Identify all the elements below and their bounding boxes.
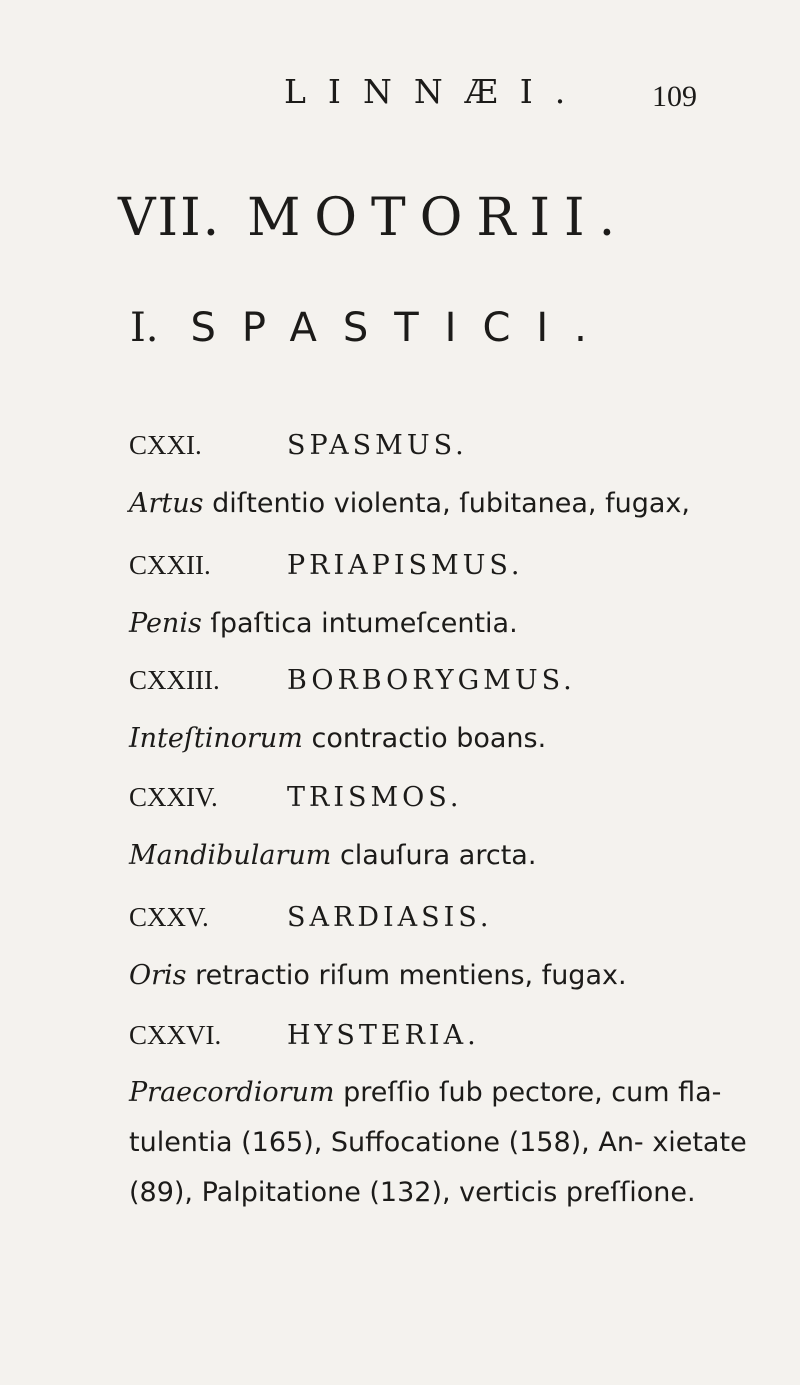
entry-number: CXXIII. — [129, 665, 220, 695]
entry-term: Penis — [129, 608, 202, 639]
entry-heading — [129, 430, 749, 470]
entry-term: Inteſtinorum — [129, 723, 303, 754]
entry-definition-text: ſpaſtica intumeſcentia. — [201, 608, 518, 639]
entry-term: Praecordiorum — [129, 1077, 335, 1108]
entry-definition — [129, 960, 749, 991]
entry-name: HYSTERIA. — [287, 1020, 480, 1051]
entry-number: CXXIV. — [129, 782, 218, 812]
section-name: MOTORII. — [247, 188, 630, 248]
entry-heading — [129, 782, 749, 822]
entry-name: PRIAPISMUS. — [287, 550, 524, 581]
entry-definition-text: clauſura arcta. — [331, 840, 537, 871]
entry-name: SPASMUS. — [287, 430, 468, 461]
entry-heading — [129, 1020, 749, 1060]
entry-number: CXXI. — [129, 430, 202, 460]
subsection-name: SPASTICI. — [190, 305, 613, 351]
entry-trismos — [129, 782, 749, 871]
entry-heading — [129, 550, 749, 590]
entry-number: CXXVI. — [129, 1020, 222, 1050]
page-number: 109 — [652, 80, 697, 113]
entry-number: CXXII. — [129, 550, 211, 580]
subsection-title — [130, 305, 613, 351]
entry-definition — [129, 488, 749, 519]
entry-sardiasis — [129, 902, 749, 991]
entry-definition — [129, 608, 749, 639]
entry-heading — [129, 665, 749, 705]
entry-name: BORBORYGMUS. — [287, 665, 576, 696]
entry-definition — [129, 840, 749, 871]
entry-definition — [129, 723, 749, 754]
entry-name: SARDIASIS. — [287, 902, 493, 933]
entry-borborygmus — [129, 665, 749, 754]
entry-number: CXXV. — [129, 902, 209, 932]
entry-hysteria — [129, 1020, 749, 1218]
entry-definition-text: retractio riſum mentiens, fugax. — [186, 960, 627, 991]
entry-term: Oris — [129, 960, 187, 991]
entry-priapismus — [129, 550, 749, 639]
entry-heading — [129, 902, 749, 942]
subsection-numeral: I. — [130, 305, 159, 351]
entry-definition-text: preſſio ſub pectore, cum fla- tulentia (165), Suffocatione (158), An- xietate (89), Palpitatione (132), verticis preſſione. — [129, 1077, 747, 1208]
entry-spasmus — [129, 430, 749, 519]
entry-term: Artus — [129, 488, 204, 519]
section-numeral: VII. — [118, 188, 222, 248]
entry-term: Mandibularum — [129, 840, 332, 871]
entry-definition-text: diſtentio violenta, ſubitanea, fugax, — [203, 488, 690, 519]
entry-definition-text: contractio boans. — [302, 723, 547, 754]
running-head: LINNÆI. — [284, 72, 588, 111]
entry-name: TRISMOS. — [287, 782, 463, 813]
section-title — [118, 188, 629, 248]
entry-definition — [129, 1068, 769, 1218]
